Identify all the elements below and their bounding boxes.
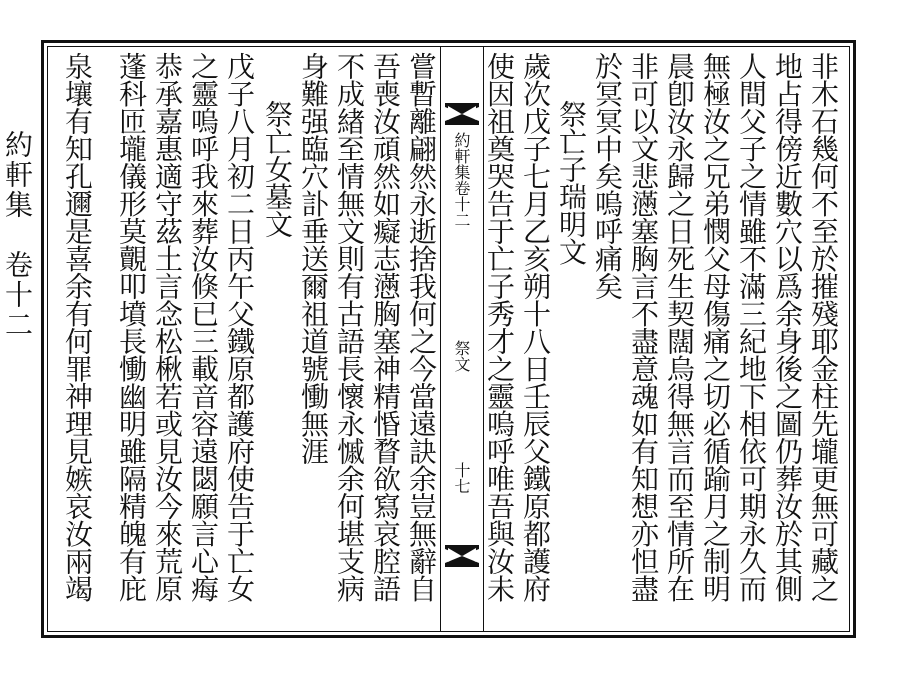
text-column-14: 身難强臨穴訃垂送爾祖道號慟無涯 [297, 52, 330, 465]
essay-title-2: 祭亡女墓文 [261, 100, 294, 238]
text-column-9: 歲次戊子七月乙亥朔十八日壬辰父鐵原都護府 [519, 52, 552, 602]
text-column-19: 蓬科匝壠儀形莫覿叩墳長慟幽明雖隔精魄有庇 [115, 52, 148, 602]
margin-book-title: 約軒集 [1, 130, 34, 220]
spine-section: 祭文 [452, 340, 471, 372]
spine-page-number: 十七 [452, 462, 471, 494]
text-column-1: 非木石幾何不至於摧殘耶金柱先壠更無可藏之 [807, 52, 840, 602]
text-column-10: 使因祖奠哭告于亡子秀才之靈嗚呼唯吾與汝未 [483, 52, 516, 602]
text-column-3: 人間父子之情雖不滿三紀地下相依可期永久而 [735, 52, 768, 602]
text-column-16: 戊子八月初二日丙午父鐵原都護府使告于亡女 [223, 52, 256, 602]
fish-tail-top-icon [445, 103, 479, 125]
text-column-2: 地占得傍近數穴以爲余身後之圖仍葬汝於其側 [771, 52, 804, 602]
text-column-5: 晨卽汝永歸之日死生契闊烏得無言而至情所在 [663, 52, 696, 602]
text-column-20: 泉壤有知孔邇是喜余有何罪神理見嫉哀汝兩竭 [61, 52, 94, 602]
margin-volume-label: 卷十二 [1, 250, 34, 340]
text-column-4: 無極汝之兄弟憫父母傷痛之切必循踰月之制明 [699, 52, 732, 602]
text-column-17: 之靈嗚呼我來葬汝倏已三載音容遠閟願言心痗 [187, 52, 220, 602]
text-column-7: 於冥冥中矣嗚呼痛矣 [591, 52, 624, 300]
fish-tail-bottom-icon [445, 545, 479, 567]
essay-title-1: 祭亡子瑞明文 [555, 100, 588, 265]
text-column-18: 恭承嘉惠適守茲土言念松楸若或見汝今來荒原 [151, 52, 184, 602]
text-column-12: 吾喪汝頑然如癡志懣胸塞神精惛瞀欲寫哀腔語 [369, 52, 402, 602]
text-column-6: 非可以文悲懣塞胸言不盡意魂如有知想亦怛盡 [627, 52, 660, 602]
text-column-11: 嘗暫離翩然永逝捨我何之今當遠訣余豈無辭自 [405, 52, 438, 602]
text-column-13: 不成緖至情無文則有古語長懷永慽余何堪支病 [333, 52, 366, 602]
spine-title: 約軒集卷十二 [452, 132, 471, 228]
